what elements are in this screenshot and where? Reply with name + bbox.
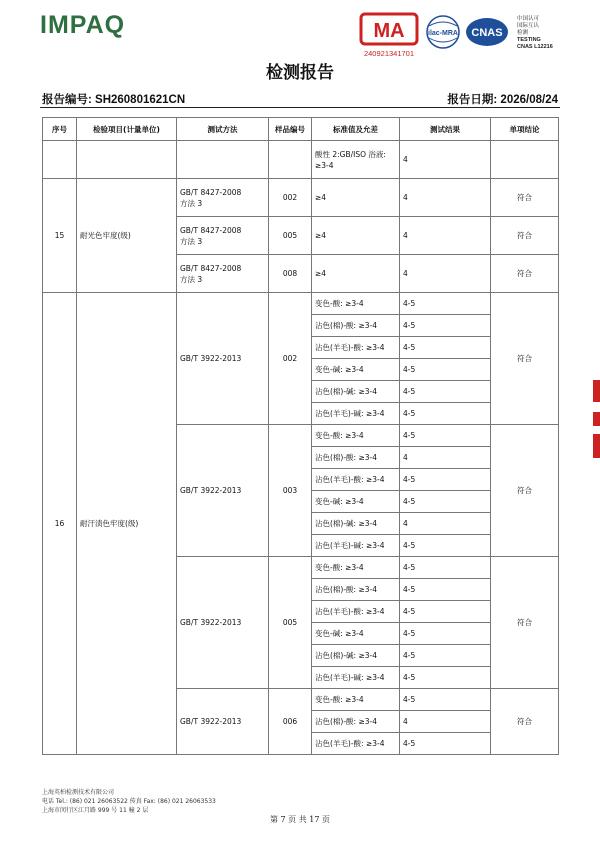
header-divider — [40, 107, 560, 108]
sample-cell: 002 — [269, 179, 312, 217]
result-cell: 4-5 — [400, 667, 491, 689]
ilac-mra-mark — [427, 16, 459, 48]
side-seal-mark — [593, 412, 600, 426]
standard-cell: 变色-酸: ≥3-4 — [312, 557, 400, 579]
table-row — [43, 141, 559, 179]
sample-cell: 005 — [269, 217, 312, 255]
standard-cell: 变色-碱: ≥3-4 — [312, 491, 400, 513]
method-cell: GB/T 3922-2013 — [177, 689, 269, 755]
method-cell: GB/T 3922-2013 — [177, 293, 269, 425]
method-cell: GB/T 3922-2013 — [177, 557, 269, 689]
report-date: 报告日期: 2026/08/24 — [447, 94, 558, 106]
item-name-cell: 耐光色牢度(级) — [77, 179, 177, 293]
column-header: 标准值及允差 — [312, 118, 400, 141]
result-cell: 4 — [400, 141, 491, 179]
conclusion-cell: 符合 — [491, 179, 559, 217]
cnas-mark — [466, 14, 553, 50]
result-cell: 4-5 — [400, 491, 491, 513]
method-cell: GB/T 3922-2013 — [177, 425, 269, 557]
standard-cell: ≥4 — [312, 217, 400, 255]
sample-cell: 002 — [269, 293, 312, 425]
standard-cell: 变色-碱: ≥3-4 — [312, 623, 400, 645]
result-cell: 4-5 — [400, 557, 491, 579]
table-cell — [491, 141, 559, 179]
method-cell: GB/T 8427-2008 方法 3 — [177, 255, 269, 293]
table-row — [43, 179, 559, 217]
sample-cell: 006 — [269, 689, 312, 755]
table-cell — [269, 141, 312, 179]
conclusion-cell: 符合 — [491, 255, 559, 293]
conclusion-cell: 符合 — [491, 557, 559, 689]
report-title: 检测报告 — [266, 63, 334, 83]
column-header: 样品编号 — [269, 118, 312, 141]
column-header: 单项结论 — [491, 118, 559, 141]
standard-cell: 沾色(羊毛)-碱: ≥3-4 — [312, 667, 400, 689]
results-table — [42, 117, 559, 755]
result-cell: 4-5 — [400, 425, 491, 447]
table-row — [43, 293, 559, 315]
item-number-cell: 16 — [43, 293, 77, 755]
cma-mark — [361, 14, 417, 58]
item-number-cell: 15 — [43, 179, 77, 293]
standard-cell: 沾色(羊毛)-酸: ≥3-4 — [312, 337, 400, 359]
column-header: 检验项目(计量单位) — [77, 118, 177, 141]
standard-cell: 沾色(棉)-碱: ≥3-4 — [312, 645, 400, 667]
table-cell — [77, 141, 177, 179]
cma-logo-text: MA — [373, 20, 405, 42]
standard-cell: 沾色(棉)-碱: ≥3-4 — [312, 513, 400, 535]
footer-contact — [42, 788, 216, 815]
result-cell: 4-5 — [400, 337, 491, 359]
conclusion-cell: 符合 — [491, 293, 559, 425]
standard-cell: 变色-酸: ≥3-4 — [312, 689, 400, 711]
conclusion-cell: 符合 — [491, 425, 559, 557]
column-header: 测试结果 — [400, 118, 491, 141]
standard-cell: 酸性 2:GB/ISO 浴液: ≥3-4 — [312, 141, 400, 179]
footer-phone: 电话 Tel.: (86) 021 26063522 传真 Fax: (86) 021 26063533 — [42, 798, 216, 805]
result-cell: 4-5 — [400, 535, 491, 557]
standard-cell: 沾色(羊毛)-酸: ≥3-4 — [312, 733, 400, 755]
cnas-line: TESTING — [517, 37, 541, 43]
result-cell: 4-5 — [400, 645, 491, 667]
standard-cell: 变色-酸: ≥3-4 — [312, 425, 400, 447]
standard-cell: 沾色(羊毛)-酸: ≥3-4 — [312, 601, 400, 623]
page-number: 第 7 页 共 17 页 — [270, 815, 330, 824]
cnas-logo-text: CNAS — [471, 27, 503, 39]
cma-number: 240921341701 — [363, 49, 415, 58]
standard-cell: 变色-碱: ≥3-4 — [312, 359, 400, 381]
table-cell — [43, 141, 77, 179]
method-cell: GB/T 8427-2008 方法 3 — [177, 179, 269, 217]
sample-cell: 005 — [269, 557, 312, 689]
table-cell — [177, 141, 269, 179]
result-cell: 4-5 — [400, 689, 491, 711]
cnas-line: 中国认可 — [517, 16, 540, 22]
cnas-line: 检测 — [517, 30, 529, 36]
sample-cell: 003 — [269, 425, 312, 557]
conclusion-cell: 符合 — [491, 689, 559, 755]
report-number: 报告编号: SH260801621CN — [42, 94, 186, 106]
conclusion-cell: 符合 — [491, 217, 559, 255]
result-cell: 4-5 — [400, 601, 491, 623]
footer-address: 上海市闵行区江月路 999 号 11 幢 2 层 — [42, 807, 149, 814]
side-seal-mark — [593, 434, 600, 458]
ilac-logo-text: ilac-MRA — [428, 30, 458, 37]
cnas-line: 国际互认 — [517, 23, 540, 29]
standard-cell: ≥4 — [312, 255, 400, 293]
result-cell: 4-5 — [400, 293, 491, 315]
result-cell: 4-5 — [400, 381, 491, 403]
result-cell: 4-5 — [400, 623, 491, 645]
sample-cell: 008 — [269, 255, 312, 293]
result-cell: 4-5 — [400, 733, 491, 755]
standard-cell: 沾色(棉)-酸: ≥3-4 — [312, 579, 400, 601]
method-cell: GB/T 8427-2008 方法 3 — [177, 217, 269, 255]
standard-cell: 沾色(棉)-酸: ≥3-4 — [312, 447, 400, 469]
column-header: 测试方法 — [177, 118, 269, 141]
result-cell: 4-5 — [400, 359, 491, 381]
result-cell: 4 — [400, 217, 491, 255]
result-cell: 4-5 — [400, 403, 491, 425]
standard-cell: 沾色(棉)-酸: ≥3-4 — [312, 315, 400, 337]
result-cell: 4-5 — [400, 315, 491, 337]
item-name-cell: 耐汗渍色牢度(级) — [77, 293, 177, 755]
column-header: 序号 — [43, 118, 77, 141]
result-cell: 4 — [400, 513, 491, 535]
result-cell: 4 — [400, 255, 491, 293]
side-seal-mark — [593, 380, 600, 402]
standard-cell: 沾色(棉)-酸: ≥3-4 — [312, 711, 400, 733]
standard-cell: 变色-酸: ≥3-4 — [312, 293, 400, 315]
result-cell: 4 — [400, 179, 491, 217]
standard-cell: ≥4 — [312, 179, 400, 217]
result-cell: 4-5 — [400, 469, 491, 491]
standard-cell: 沾色(羊毛)-碱: ≥3-4 — [312, 535, 400, 557]
standard-cell: 沾色(羊毛)-酸: ≥3-4 — [312, 469, 400, 491]
standard-cell: 沾色(羊毛)-碱: ≥3-4 — [312, 403, 400, 425]
result-cell: 4 — [400, 447, 491, 469]
cnas-line: CNAS L12216 — [517, 44, 553, 50]
company-logo: IMPAQ — [40, 11, 126, 39]
result-cell: 4-5 — [400, 579, 491, 601]
footer-company: 上海英柏检测技术有限公司 — [42, 789, 115, 796]
standard-cell: 沾色(棉)-碱: ≥3-4 — [312, 381, 400, 403]
table-header-row — [43, 118, 559, 141]
accreditation-marks — [359, 12, 559, 60]
result-cell: 4 — [400, 711, 491, 733]
